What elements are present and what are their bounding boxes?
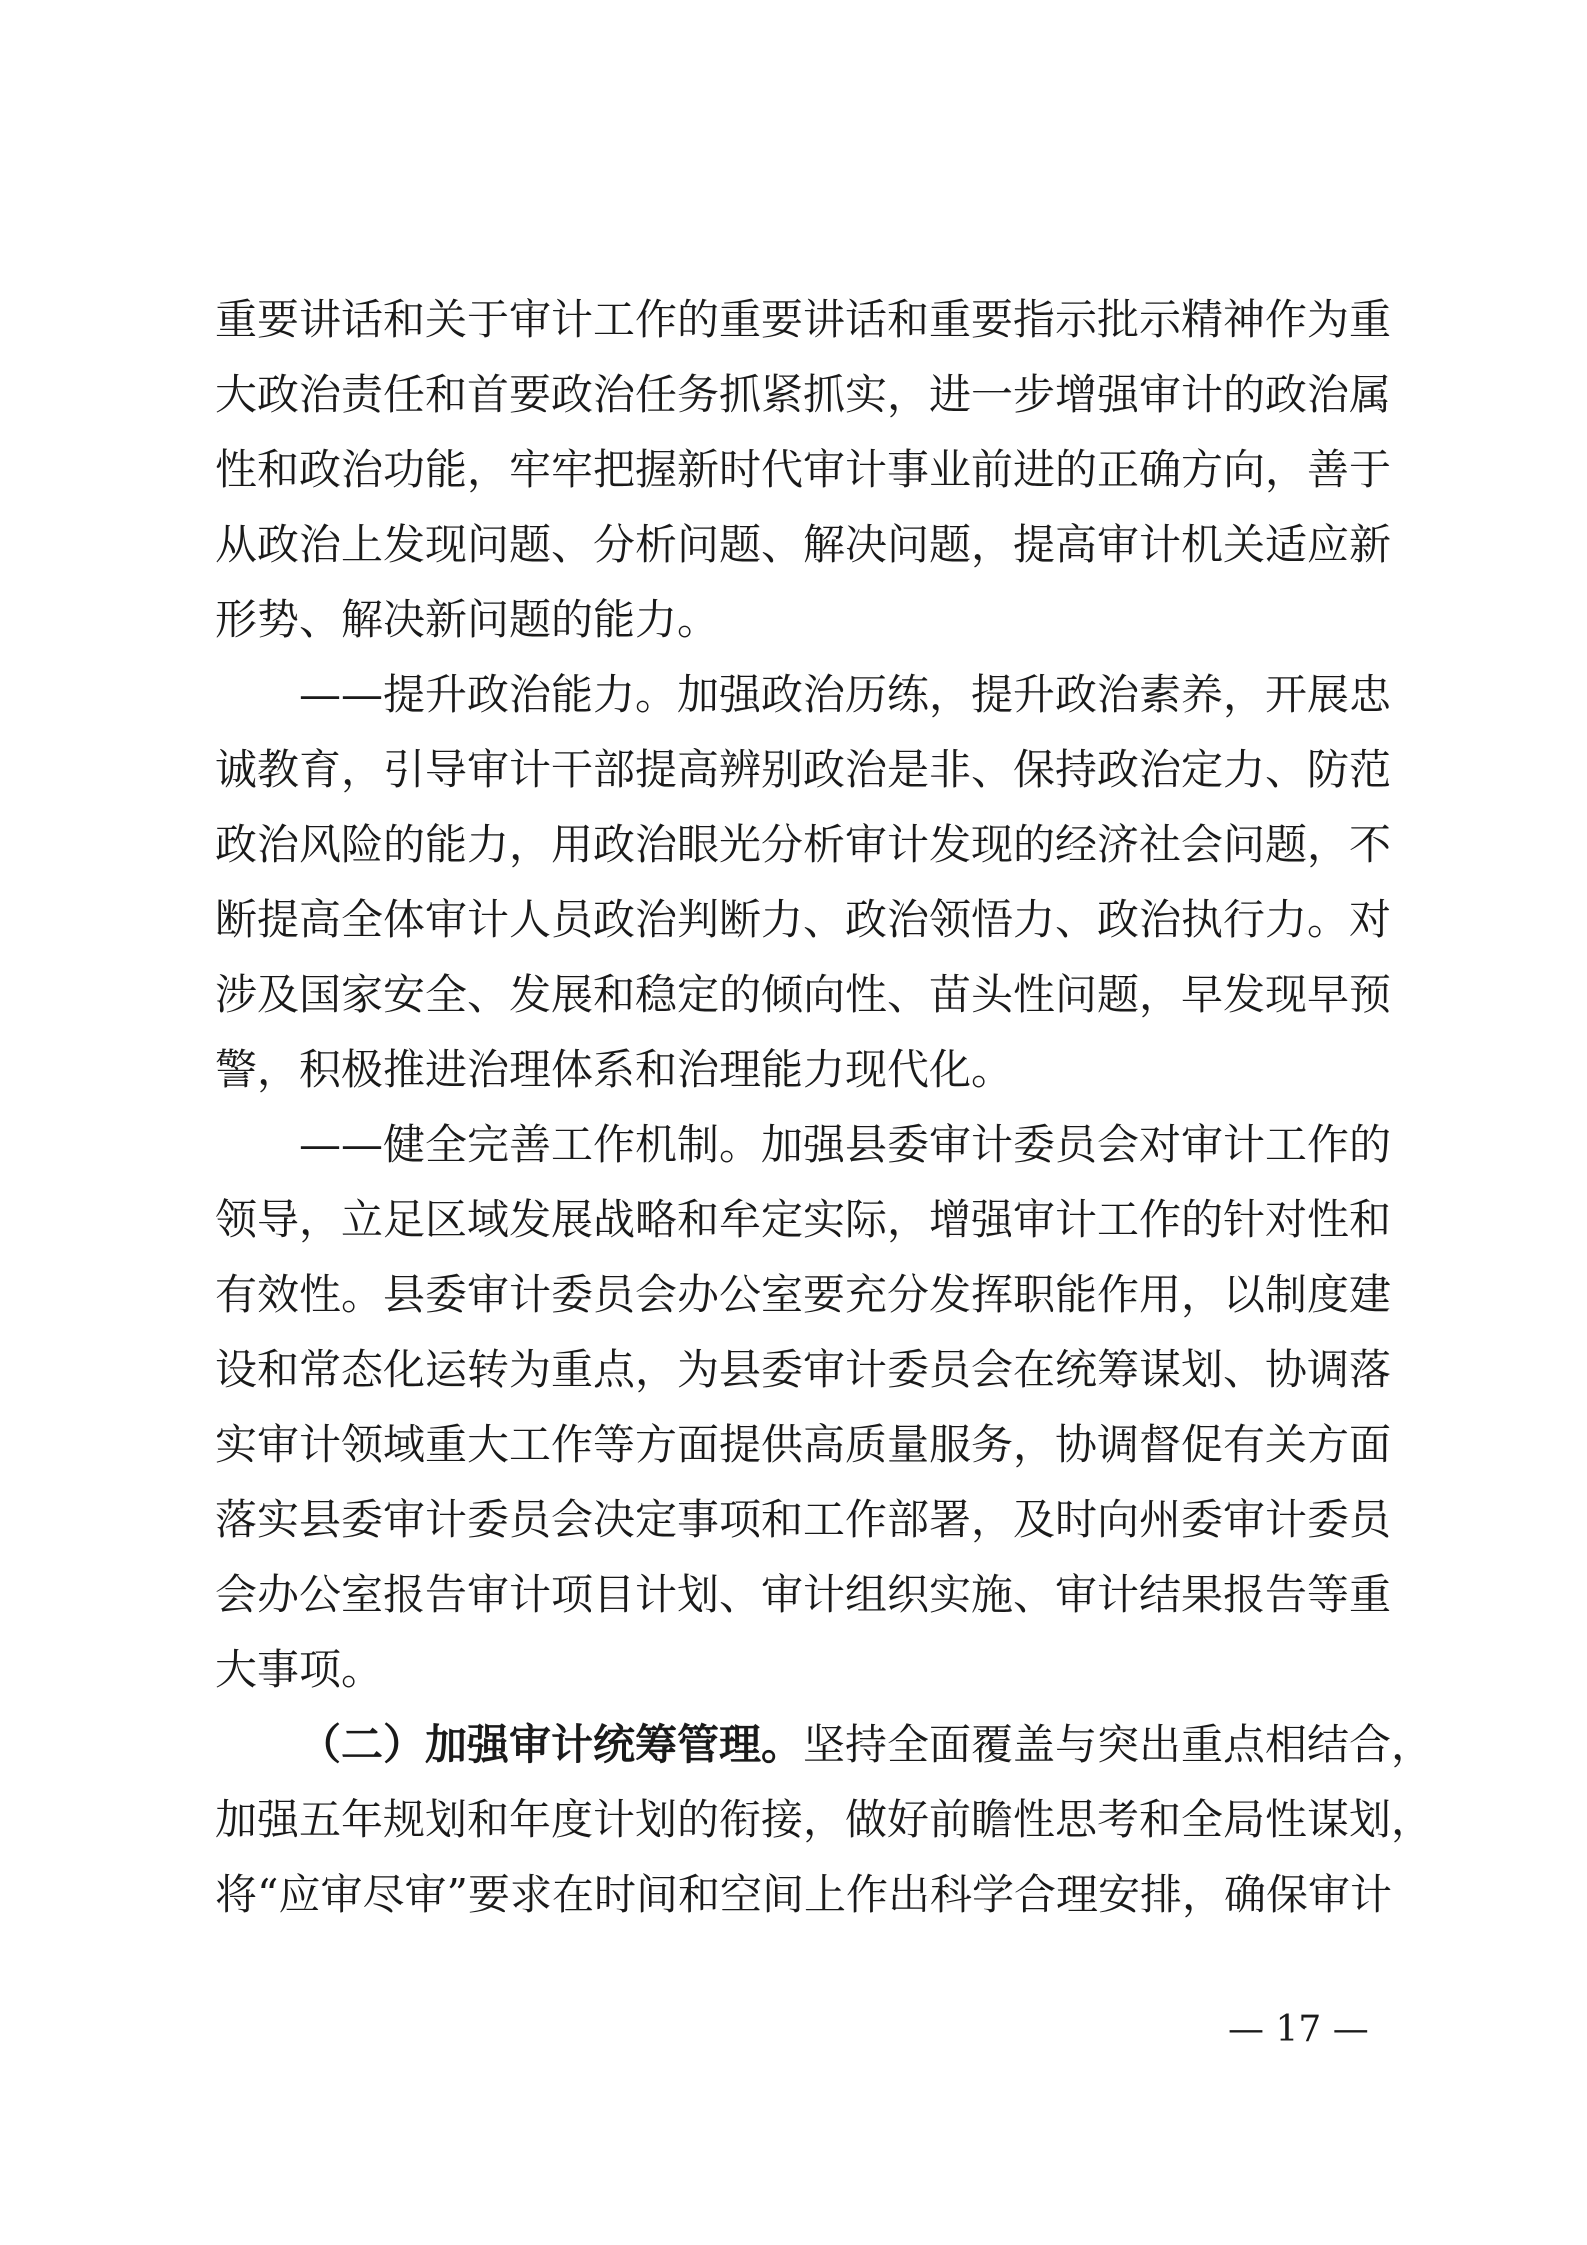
section-heading-continuation: 坚持全面覆盖与突出重点相结合， <box>803 1720 1434 1769</box>
section-heading-line <box>299 1715 1434 1775</box>
paragraph-line: 诚教育，引导审计干部提高辨别政治是非、保持政治定力、防范 <box>215 745 1392 794</box>
paragraph-line: 落实县委审计委员会决定事项和工作部署，及时向州委审计委员 <box>215 1495 1392 1544</box>
paragraph-line: 断提高全体审计人员政治判断力、政治领悟力、政治执行力。对 <box>215 895 1392 944</box>
paragraph-line: 实审计领域重大工作等方面提供高质量服务，协调督促有关方面 <box>215 1420 1392 1469</box>
paragraph-line: 重要讲话和关于审计工作的重要讲话和重要指示批示精神作为重 <box>215 295 1392 344</box>
paragraph-line: 有效性。县委审计委员会办公室要充分发挥职能作用，以制度建 <box>215 1270 1392 1319</box>
paragraph-line: 警，积极推进治理体系和治理能力现代化。 <box>215 1045 1014 1094</box>
paragraph-line: ——健全完善工作机制。加强县委审计委员会对审计工作的 <box>299 1120 1392 1169</box>
section-heading: （二）加强审计统筹管理。 <box>299 1720 804 1769</box>
paragraph-line: 大政治责任和首要政治任务抓紧抓实，进一步增强审计的政治属 <box>215 370 1392 419</box>
paragraph-line: 大事项。 <box>215 1645 384 1694</box>
paragraph-line: 将“应审尽审”要求在时间和空间上作出科学合理安排，确保审计 <box>215 1870 1392 1919</box>
paragraph-line: 领导，立足区域发展战略和牟定实际，增强审计工作的针对性和 <box>215 1195 1392 1244</box>
paragraph-line: 从政治上发现问题、分析问题、解决问题，提高审计机关适应新 <box>215 520 1392 569</box>
paragraph-line: 涉及国家安全、发展和稳定的倾向性、苗头性问题，早发现早预 <box>215 970 1392 1019</box>
paragraph-line: 会办公室报告审计项目计划、审计组织实施、审计结果报告等重 <box>215 1570 1392 1619</box>
paragraph-line: 加强五年规划和年度计划的衔接，做好前瞻性思考和全局性谋划， <box>215 1795 1434 1844</box>
paragraph-line: 形势、解决新问题的能力。 <box>215 595 720 644</box>
paragraph-line: ——提升政治能力。加强政治历练，提升政治素养，开展忠 <box>299 670 1392 719</box>
paragraph-line: 性和政治功能，牢牢把握新时代审计事业前进的正确方向，善于 <box>215 445 1392 494</box>
paragraph-line: 设和常态化运转为重点，为县委审计委员会在统筹谋划、协调落 <box>215 1345 1392 1394</box>
page-number: — 17 — <box>1228 2009 1369 2050</box>
paragraph-line: 政治风险的能力，用政治眼光分析审计发现的经济社会问题，不 <box>215 820 1392 869</box>
